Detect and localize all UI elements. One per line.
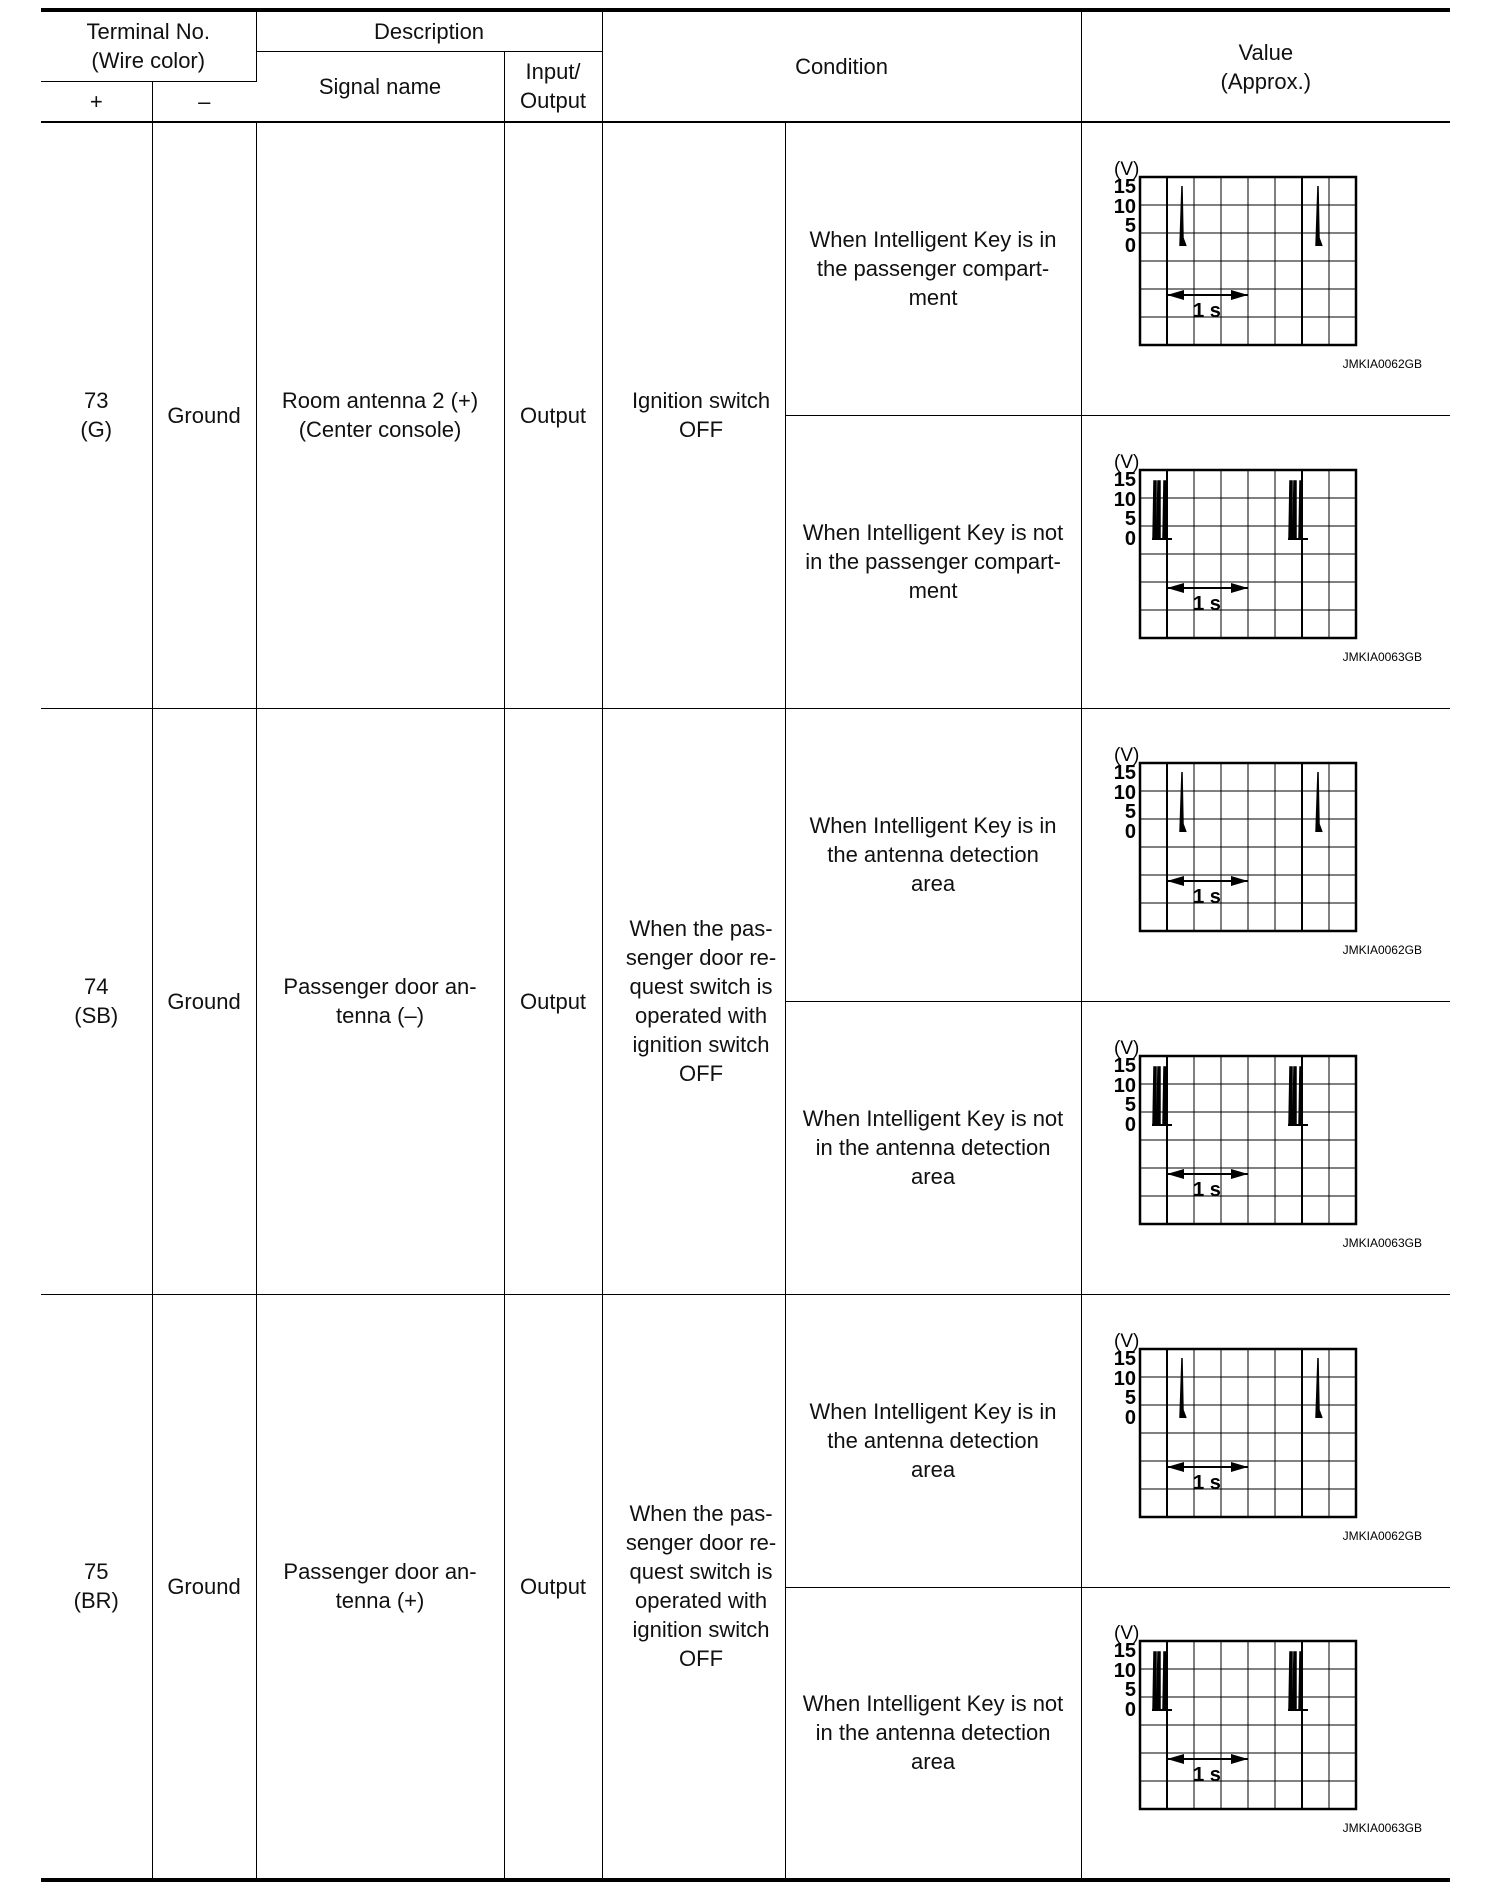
burst-pulse-waveform: [1106, 450, 1426, 666]
waveform-cell: [1081, 1001, 1450, 1294]
terminal-spec-table: [41, 8, 1450, 1882]
volt-unit-label: (V): [1113, 745, 1140, 766]
condition-cell: [602, 122, 785, 708]
table-row: [41, 1294, 1450, 1587]
pulse-spike: [1153, 481, 1156, 539]
signal-name-header: Signal name: [256, 51, 504, 122]
y-tick-label: 5: [1124, 508, 1136, 530]
minus-header: –: [152, 81, 256, 122]
condition-line: Ignition switch: [631, 388, 771, 414]
y-tick-label: 15: [1113, 762, 1136, 784]
signal-name-cell: [256, 708, 504, 1294]
arrow-left-icon: [1231, 876, 1248, 886]
input-output-cell: Output: [504, 708, 602, 1294]
table-row: [41, 122, 1450, 415]
pulse-spike: [1180, 1358, 1186, 1418]
condition-line: operated with: [634, 1003, 768, 1028]
volt-unit-label: (V): [1113, 1331, 1140, 1352]
y-tick-label: 0: [1124, 1407, 1136, 1429]
arrow-left-icon: [1231, 290, 1248, 300]
signal-name-line: (Center console): [298, 417, 462, 443]
condition-line: ignition switch: [632, 1617, 770, 1643]
sub-condition-line: in the antenna detection: [815, 1135, 1051, 1160]
signal-name-line: tenna (–): [335, 1003, 425, 1028]
pulse-spike: [1299, 1067, 1302, 1125]
sub-condition-line: area: [911, 1749, 956, 1775]
pulse-spike: [1180, 186, 1186, 246]
signal-name-line: Room antenna 2 (+): [281, 388, 479, 414]
input-output-header: Input/ Output: [504, 51, 602, 122]
condition-line: ignition switch: [632, 1032, 770, 1057]
terminal-cell: [41, 708, 152, 1294]
pulse-spike: [1289, 1652, 1292, 1710]
arrow-right-icon: [1167, 1754, 1184, 1764]
burst-pulse-waveform: [1106, 1621, 1426, 1837]
sub-condition-line: ment: [908, 285, 958, 311]
sub-condition-line: When Intelligent Key is in: [809, 813, 1057, 838]
pulse-spike: [1293, 1652, 1296, 1710]
figure-code: JMKIA0062GB: [1342, 357, 1422, 372]
single-pulse-waveform: [1106, 157, 1426, 373]
y-tick-label: 5: [1124, 215, 1136, 238]
terminal-cell: [41, 122, 152, 708]
pulse-spike: [1316, 1358, 1322, 1418]
pulse-spike: [1299, 481, 1302, 539]
condition-line: OFF: [679, 417, 724, 443]
figure-code: JMKIA0063GB: [1342, 1821, 1422, 1836]
pulse-spike: [1299, 1652, 1302, 1710]
sub-condition-line: When Intelligent Key is in: [809, 227, 1057, 253]
arrow-left-icon: [1231, 1462, 1248, 1472]
condition-line: operated with: [634, 1588, 768, 1614]
time-scale-label: 1 s: [1192, 1179, 1221, 1201]
arrow-right-icon: [1167, 290, 1184, 300]
y-tick-label: 15: [1113, 469, 1136, 491]
condition-line: senger door re-: [625, 1530, 777, 1556]
y-tick-label: 0: [1124, 235, 1136, 258]
input-output-cell: Output: [504, 122, 602, 708]
waveform-cell: [1081, 1587, 1450, 1880]
condition-line: OFF: [679, 1061, 724, 1086]
sub-condition-line: When Intelligent Key is not: [802, 1106, 1064, 1131]
sub-condition-cell: [785, 1001, 1081, 1294]
pulse-spike: [1316, 772, 1322, 832]
y-tick-label: 15: [1113, 1348, 1136, 1370]
sub-condition-line: area: [911, 1164, 956, 1189]
terminal-number: 75: [84, 1559, 109, 1585]
single-pulse-waveform: [1106, 743, 1426, 959]
pulse-spike: [1163, 1067, 1166, 1125]
sub-condition-line: area: [911, 871, 956, 896]
terminal-cell: [41, 1294, 152, 1880]
sub-condition-line: ment: [908, 578, 958, 603]
time-scale-label: 1 s: [1192, 593, 1221, 615]
minus-terminal-cell: Ground: [152, 122, 256, 708]
sub-condition-cell: [785, 122, 1081, 415]
terminal-no-header: Terminal No. (Wire color): [41, 10, 256, 81]
time-scale-label: 1 s: [1192, 1472, 1221, 1494]
wire-color: (G): [80, 417, 113, 443]
waveform-cell: [1081, 1294, 1450, 1587]
pulse-spike: [1157, 1067, 1160, 1125]
minus-terminal-cell: Ground: [152, 708, 256, 1294]
wire-color: (SB): [74, 1003, 119, 1028]
figure-code: JMKIA0062GB: [1342, 943, 1422, 957]
y-tick-label: 15: [1113, 176, 1136, 199]
y-tick-label: 0: [1124, 528, 1136, 550]
description-header: Description: [256, 10, 602, 51]
y-tick-label: 5: [1124, 801, 1136, 823]
sub-condition-line: in the antenna detection: [815, 1720, 1051, 1746]
pulse-spike: [1163, 1652, 1166, 1710]
pulse-spike: [1153, 1652, 1156, 1710]
condition-line: senger door re-: [625, 945, 777, 970]
arrow-left-icon: [1231, 1169, 1248, 1179]
table-row: [41, 708, 1450, 1001]
condition-line: quest switch is: [629, 1559, 773, 1585]
sub-condition-line: When Intelligent Key is in: [809, 1399, 1057, 1424]
y-tick-label: 5: [1124, 1094, 1136, 1116]
condition-line: When the pas-: [629, 916, 773, 941]
y-tick-label: 0: [1124, 821, 1136, 843]
sub-condition-cell: [785, 1587, 1081, 1880]
figure-code: JMKIA0062GB: [1342, 1529, 1422, 1543]
waveform-cell: [1081, 415, 1450, 708]
pulse-spike: [1293, 481, 1296, 539]
arrow-right-icon: [1167, 876, 1184, 886]
volt-unit-label: (V): [1113, 1623, 1140, 1645]
y-tick-label: 0: [1124, 1699, 1136, 1722]
pulse-spike: [1289, 481, 1292, 539]
pulse-spike: [1163, 481, 1166, 539]
y-tick-label: 10: [1113, 489, 1136, 511]
y-tick-label: 10: [1113, 782, 1136, 804]
sub-condition-cell: [785, 708, 1081, 1001]
sub-condition-line: the antenna detection: [827, 842, 1039, 867]
y-tick-label: 15: [1113, 1640, 1136, 1663]
wire-color: (BR): [73, 1588, 119, 1614]
volt-unit-label: (V): [1113, 159, 1140, 181]
terminal-number: 74: [84, 974, 109, 999]
value-header: Value (Approx.): [1081, 10, 1450, 122]
pulse-spike: [1157, 481, 1160, 539]
arrow-right-icon: [1167, 583, 1184, 593]
y-tick-label: 5: [1124, 1387, 1136, 1409]
pulse-spike: [1289, 1067, 1292, 1125]
volt-unit-label: (V): [1113, 1038, 1140, 1059]
arrow-left-icon: [1231, 1754, 1248, 1764]
condition-line: quest switch is: [629, 974, 773, 999]
sub-condition-line: in the passenger compart-: [805, 549, 1061, 574]
pulse-spike: [1293, 1067, 1296, 1125]
sub-condition-cell: [785, 415, 1081, 708]
pulse-spike: [1153, 1067, 1156, 1125]
condition-cell: [602, 1294, 785, 1880]
minus-terminal-cell: Ground: [152, 1294, 256, 1880]
signal-name-cell: [256, 1294, 504, 1880]
time-scale-label: 1 s: [1192, 1764, 1221, 1787]
time-scale-label: 1 s: [1192, 300, 1221, 323]
single-pulse-waveform: [1106, 1329, 1426, 1545]
sub-condition-line: the antenna detection: [827, 1428, 1039, 1453]
burst-pulse-waveform: [1106, 1036, 1426, 1252]
y-tick-label: 0: [1124, 1114, 1136, 1136]
arrow-right-icon: [1167, 1462, 1184, 1472]
sub-condition-line: area: [911, 1457, 956, 1482]
pulse-spike: [1316, 186, 1322, 246]
condition-line: OFF: [679, 1646, 724, 1672]
signal-name-line: Passenger door an-: [283, 974, 477, 999]
sub-condition-line: the passenger compart-: [816, 256, 1050, 282]
figure-code: JMKIA0063GB: [1342, 650, 1422, 664]
condition-header: Condition: [602, 10, 1081, 122]
sub-condition-cell: [785, 1294, 1081, 1587]
y-tick-label: 10: [1113, 1660, 1136, 1683]
arrow-left-icon: [1231, 583, 1248, 593]
y-tick-label: 5: [1124, 1679, 1136, 1702]
y-tick-label: 10: [1113, 196, 1136, 219]
terminal-number: 73: [84, 388, 109, 414]
figure-code: JMKIA0063GB: [1342, 1236, 1422, 1250]
y-tick-label: 15: [1113, 1055, 1136, 1077]
pulse-spike: [1180, 772, 1186, 832]
condition-cell: [602, 708, 785, 1294]
pulse-spike: [1157, 1652, 1160, 1710]
input-output-cell: Output: [504, 1294, 602, 1880]
arrow-right-icon: [1167, 1169, 1184, 1179]
plus-header: +: [41, 81, 152, 122]
time-scale-label: 1 s: [1192, 886, 1221, 908]
y-tick-label: 10: [1113, 1075, 1136, 1097]
signal-name-cell: [256, 122, 504, 708]
waveform-cell: [1081, 708, 1450, 1001]
condition-line: When the pas-: [629, 1501, 773, 1527]
sub-condition-line: When Intelligent Key is not: [802, 1691, 1064, 1717]
signal-name-line: tenna (+): [335, 1588, 425, 1614]
y-tick-label: 10: [1113, 1368, 1136, 1390]
waveform-cell: [1081, 122, 1450, 415]
volt-unit-label: (V): [1113, 452, 1140, 473]
sub-condition-line: When Intelligent Key is not: [802, 520, 1064, 545]
signal-name-line: Passenger door an-: [283, 1559, 477, 1585]
